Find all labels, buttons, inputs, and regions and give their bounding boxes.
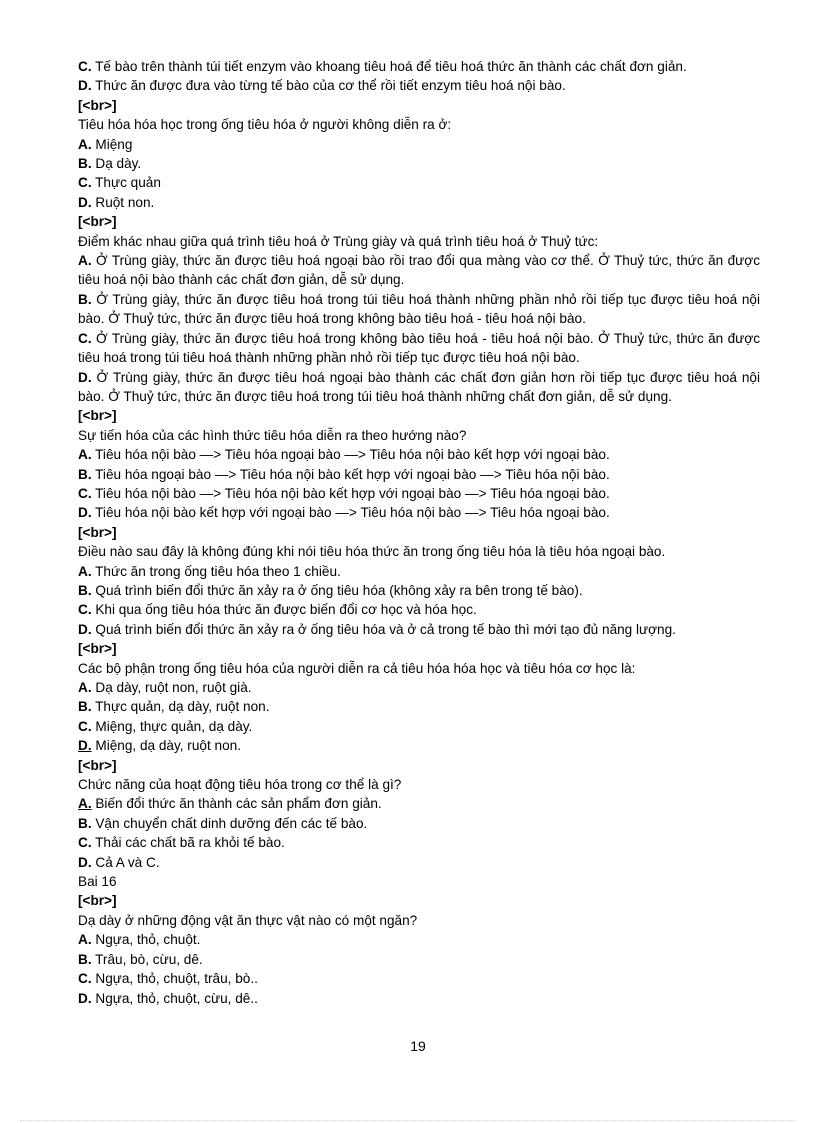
answer-option bbox=[78, 717, 760, 736]
question-text: Dạ dày ở những động vật ăn thực vật nào có một ngăn? bbox=[78, 912, 418, 928]
option-letter: D. bbox=[78, 505, 92, 521]
break-tag: [<br>] bbox=[78, 214, 117, 230]
answer-option bbox=[78, 135, 760, 154]
option-letter: A. bbox=[78, 447, 92, 463]
option-text: Thải các chất bã ra khỏi tế bào. bbox=[91, 835, 285, 851]
option-letter: A. bbox=[78, 253, 92, 269]
option-text: Ở Trùng giày, thức ăn được tiêu hoá ngoại bào rồi trao đổi qua màng vào cơ thể. Ở Thuỷ tức, thức ăn được tiêu hoá nội bào thành các chất đơn giản, dễ sử dụng. bbox=[78, 253, 760, 288]
option-letter: C. bbox=[78, 602, 92, 618]
option-letter: C. bbox=[78, 175, 92, 191]
question-text: Tiêu hóa hóa học trong ống tiêu hóa ở người không diễn ra ở: bbox=[78, 117, 452, 133]
option-text: Khi qua ống tiêu hóa thức ăn được biến đổi cơ học và hóa học. bbox=[91, 602, 477, 618]
option-text: Cả A và C. bbox=[91, 854, 160, 870]
answer-option bbox=[78, 329, 760, 368]
question-text: Các bộ phận trong ống tiêu hóa của người diễn ra cả tiêu hóa hóa học và tiêu hóa cơ học là: bbox=[78, 660, 636, 676]
answer-option bbox=[78, 600, 760, 619]
option-letter: B. bbox=[78, 466, 92, 482]
answer-option bbox=[78, 290, 760, 329]
option-text: Tiêu hóa nội bào —> Tiêu hóa ngoại bào —> Tiêu hóa nội bào kết hợp với ngoại bào. bbox=[91, 447, 610, 463]
question-text: Chức năng của hoạt động tiêu hóa trong cơ thể là gì? bbox=[78, 777, 402, 793]
answer-option bbox=[78, 445, 760, 464]
question-text: Điểm khác nhau giữa quá trình tiêu hoá ở Trùng giày và quá trình tiêu hoá ở Thuỷ tức: bbox=[78, 233, 599, 249]
option-text: Vận chuyển chất dinh dưỡng đến các tế bào. bbox=[91, 815, 368, 831]
option-text: Thức ăn được đưa vào từng tế bào của cơ thể rồi tiết enzym tiêu hoá nội bào. bbox=[91, 78, 566, 94]
option-text: Ở Trùng giày, thức ăn được tiêu hoá trong túi tiêu hoá thành những phần nhỏ rồi tiếp tục được tiêu hoá nội bào. Ở Thuỷ tức, thức ăn được tiêu hoá trong không bào tiêu hoá - tiêu hoá nội bào. bbox=[78, 291, 760, 327]
option-text: Tiêu hóa nội bào —> Tiêu hóa nội bào kết hợp với ngoại bào —> Tiêu hóa ngoại bào. bbox=[91, 485, 610, 501]
question-text: Điều nào sau đây là không đúng khi nói tiêu hóa thức ăn trong ống tiêu hóa là tiêu hóa ngoại bào. bbox=[78, 544, 666, 560]
option-letter: A. bbox=[78, 796, 92, 812]
option-letter: D. bbox=[78, 194, 92, 210]
option-text: Miệng bbox=[91, 136, 133, 152]
option-text: Ngựa, thỏ, chuột, cừu, dê.. bbox=[91, 990, 258, 1006]
option-letter: C. bbox=[78, 485, 92, 501]
answer-option bbox=[78, 581, 760, 600]
option-letter: D. bbox=[78, 854, 92, 870]
answer-option bbox=[78, 57, 760, 76]
answer-option bbox=[78, 678, 760, 697]
section-label: Bai 16 bbox=[78, 874, 117, 890]
option-letter: D. bbox=[78, 78, 92, 94]
option-letter: B. bbox=[78, 951, 92, 967]
option-text: Ruột non. bbox=[91, 194, 155, 210]
option-text: Dạ dày, ruột non, ruột già. bbox=[91, 680, 252, 695]
answer-option bbox=[78, 950, 760, 969]
option-letter: A. bbox=[78, 563, 92, 579]
option-text: Quá trình biến đổi thức ăn xảy ra ở ống tiêu hóa (không xảy ra bên trong tế bào). bbox=[91, 582, 583, 598]
answer-option bbox=[78, 814, 760, 833]
answer-option bbox=[78, 620, 760, 639]
option-text: Miệng, thực quản, dạ dày. bbox=[91, 718, 253, 734]
option-letter: B. bbox=[78, 582, 92, 598]
option-letter: D. bbox=[78, 738, 92, 754]
option-letter: D. bbox=[78, 369, 92, 385]
answer-option bbox=[78, 368, 760, 407]
answer-option bbox=[78, 484, 760, 503]
answer-option bbox=[78, 251, 760, 290]
option-text: Tiêu hóa nội bào kết hợp với ngoại bào —> Tiêu hóa nội bào —> Tiêu hóa ngoại bào. bbox=[91, 505, 610, 521]
option-text: Ở Trùng giày, thức ăn được tiêu hoá ngoại bào thành các chất đơn giản hơn rồi tiếp tục được tiêu hoá nội bào. Ở Thuỷ tức, thức ăn được tiêu hoá trong túi tiêu hoá thành những chất đơn giản, dễ sử dụng. bbox=[78, 369, 760, 404]
answer-option bbox=[78, 930, 760, 949]
option-letter: D. bbox=[78, 990, 92, 1006]
option-text: Trâu, bò, cừu, dê. bbox=[91, 951, 203, 967]
answer-option bbox=[78, 76, 760, 95]
option-letter: A. bbox=[78, 680, 92, 695]
page-number: 19 bbox=[410, 1038, 426, 1054]
option-text: Tiêu hóa ngoại bào —> Tiêu hóa nội bào kết hợp với ngoại bào —> Tiêu hóa nội bào. bbox=[91, 466, 610, 482]
option-text: Ở Trùng giày, thức ăn được tiêu hoá trong không bào tiêu hoá - tiêu hoá nội bào. Ở Thuỷ tức, thức ăn được tiêu hoá trong túi tiêu hoá thành những phần nhỏ rồi tiếp tục được tiêu hoá nội bào. bbox=[78, 330, 760, 366]
option-letter: C. bbox=[78, 59, 92, 74]
answer-option bbox=[78, 853, 760, 872]
answer-option bbox=[78, 173, 760, 192]
option-letter: B. bbox=[78, 815, 92, 831]
break-tag: [<br>] bbox=[78, 97, 117, 113]
answer-option bbox=[78, 833, 760, 852]
option-letter: A. bbox=[78, 136, 92, 152]
option-text: Thức ăn trong ống tiêu hóa theo 1 chiều. bbox=[91, 563, 341, 579]
answer-option bbox=[78, 697, 760, 716]
option-text: Miệng, dạ dày, ruột non. bbox=[91, 738, 241, 754]
answer-option bbox=[78, 794, 760, 813]
option-text: Tế bào trên thành túi tiết enzym vào khoang tiêu hoá để tiêu hoá thức ăn thành các chất đơn giản. bbox=[91, 59, 687, 74]
answer-option bbox=[78, 562, 760, 581]
option-text: Dạ dày. bbox=[91, 156, 142, 172]
option-text: Biến đổi thức ăn thành các sản phẩm đơn giản. bbox=[91, 796, 382, 812]
option-letter: A. bbox=[78, 932, 92, 948]
answer-option bbox=[78, 969, 760, 988]
option-text: Quá trình biến đổi thức ăn xảy ra ở ống tiêu hóa và ở cả trong tế bào thì mới tạo đủ năng lượng. bbox=[91, 621, 676, 637]
answer-option bbox=[78, 154, 760, 173]
answer-option bbox=[78, 989, 760, 1008]
option-text: Ngựa, thỏ, chuột. bbox=[91, 932, 201, 948]
answer-option bbox=[78, 193, 760, 212]
option-letter: B. bbox=[78, 291, 92, 307]
break-tag: [<br>] bbox=[78, 757, 117, 773]
question-text: Sự tiến hóa của các hình thức tiêu hóa diễn ra theo hướng nào? bbox=[78, 427, 467, 443]
answer-option bbox=[78, 503, 760, 522]
document-body bbox=[78, 57, 760, 1008]
answer-option bbox=[78, 736, 760, 755]
option-letter: B. bbox=[78, 699, 92, 715]
break-tag: [<br>] bbox=[78, 524, 117, 540]
option-letter: D. bbox=[78, 621, 92, 637]
option-text: Thực quản bbox=[91, 175, 161, 191]
page-bottom-rule bbox=[20, 1120, 796, 1121]
option-letter: C. bbox=[78, 330, 92, 346]
break-tag: [<br>] bbox=[78, 408, 117, 424]
option-letter: C. bbox=[78, 718, 92, 734]
option-letter: B. bbox=[78, 156, 92, 172]
answer-option bbox=[78, 465, 760, 484]
option-text: Thực quản, dạ dày, ruột non. bbox=[91, 699, 270, 715]
option-letter: C. bbox=[78, 971, 92, 987]
option-letter: C. bbox=[78, 835, 92, 851]
break-tag: [<br>] bbox=[78, 641, 117, 657]
break-tag: [<br>] bbox=[78, 893, 117, 909]
option-text: Ngựa, thỏ, chuột, trâu, bò.. bbox=[91, 971, 258, 987]
